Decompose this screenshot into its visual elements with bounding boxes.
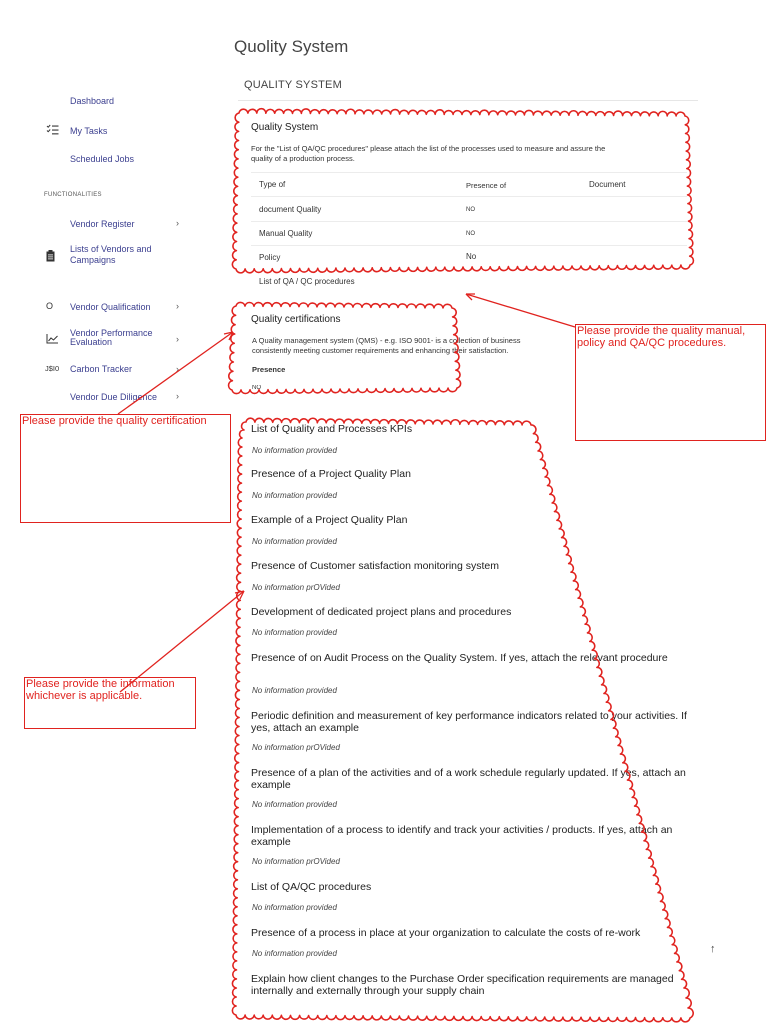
kpi-answer: No information provided (252, 903, 337, 912)
sidebar-item-scheduled-jobs[interactable]: Scheduled Jobs (70, 154, 135, 164)
kpi-question: Presence of on Audit Process on the Quality System. If yes, attach the relevant procedure (251, 652, 668, 664)
certification-note: Please provide the quality certification (20, 414, 231, 523)
table-header-document: Document (589, 180, 626, 189)
kpi-question: Presence of a Project Quality Plan (251, 468, 411, 480)
kpi-question: Example of a Project Quality Plan (251, 514, 408, 526)
kpi-question: Implementation of a process to identify and track your activities / products. If yes, attach an example (251, 824, 673, 848)
arrow-line-quality-manual (466, 294, 575, 327)
kpi-answer: No information provided (252, 628, 337, 637)
chevron-right-icon[interactable]: › (176, 218, 179, 228)
certifications-title: Quality certifications (251, 314, 341, 325)
arrow-line-certification (118, 332, 233, 414)
chevron-right-icon[interactable]: › (176, 364, 179, 374)
table-row-presence: NO (466, 231, 475, 237)
sidebar-item-my-tasks[interactable]: My Tasks (70, 126, 108, 136)
circle-icon: O (46, 301, 54, 311)
table-row-type: Policy (259, 253, 281, 262)
carbon-icon: J$I0 (45, 364, 60, 373)
kpi-answer: No information provided (252, 949, 337, 958)
kpi-question: Presence of a process in place at your organization to calculate the costs of re-work (251, 927, 641, 939)
table-row-presence: NO (466, 207, 475, 213)
quality-system-description-line1: For the "List of QA/QC procedures" please attach the list of the processes used to measure and assure the (251, 144, 606, 153)
kpi-question: Periodic definition and measurement of key performance indicators related to your activities. If yes, attach an example (251, 710, 687, 734)
kpi-question: Presence of Customer satisfaction monitoring system (251, 560, 500, 572)
certifications-description-line1: A Quality management system (QMS) - e.g. ISO 9001- is a collection of business (252, 336, 521, 345)
certifications-description-line2: consistently meeting customer requirements and enhancing their satisfaction. (252, 346, 509, 355)
table-row-type: document Quality (259, 205, 322, 214)
kpi-question: Development of dedicated project plans and procedures (251, 606, 512, 618)
section-heading: QUALITY SYSTEM (244, 79, 342, 91)
functionalities-label: FUNCTIONALITIES (44, 192, 102, 198)
quality-manual-note: Please provide the quality manual, policy and QA/QC procedures. (575, 324, 766, 441)
sidebar-item-vendor-performance-line2: Evaluation (70, 337, 113, 347)
sidebar-item-carbon-tracker[interactable]: Carbon Tracker (70, 364, 133, 374)
table-row-type: Manual Quality (259, 229, 313, 238)
table-header-type: Type of (259, 180, 286, 189)
presence-value: NO (252, 385, 261, 391)
chevron-right-icon[interactable]: › (176, 334, 179, 344)
kpi-answer: No information provided (252, 537, 337, 546)
kpi-question: List of QA/QC procedures (251, 881, 372, 893)
quality-system-title: Quality System (251, 122, 319, 133)
sidebar-item-list-vendors-line2: Campaigns (70, 255, 116, 265)
quality-system-description-line2: quality of a production process. (251, 154, 355, 163)
chevron-right-icon[interactable]: › (176, 301, 179, 311)
certifications-outline (229, 302, 461, 393)
quality-system-outline (232, 109, 693, 273)
sidebar-item-vendor-qualification[interactable]: Vendor Qualification (70, 302, 151, 312)
kpi-list-outline (232, 418, 693, 1022)
kpi-answer: No information provided (252, 446, 337, 455)
kpi-answer: No information provided (252, 800, 337, 809)
qa-qc-procedures-label: List of QA / QC procedures (259, 277, 355, 286)
kpi-question: Presence of a plan of the activities and of a work schedule regularly updated. If yes, attach an example (251, 767, 686, 791)
chevron-right-icon[interactable]: › (176, 391, 179, 401)
table-row-presence: No (466, 252, 477, 261)
kpi-answer: No information prOVided (252, 857, 340, 866)
information-note: Please provide the information whichever is applicable. (24, 677, 196, 729)
table-header-presence: Presence of (466, 181, 507, 190)
scroll-to-top-icon[interactable]: ↑ (710, 943, 716, 955)
kpi-answer: No information provided (252, 686, 337, 695)
page-title: Quolity System (234, 37, 349, 56)
sidebar-item-vendor-due-diligence[interactable]: Vendor Due Diligence (70, 392, 158, 402)
kpi-answer: No information prOVided (252, 583, 340, 592)
kpi-question: List of Quality and Processes KPIs (251, 423, 413, 435)
kpi-answer: No information provided (252, 491, 337, 500)
kpi-question: Explain how client changes to the Purchase Order specification requirements are managed internally and externally through your supply chain (251, 973, 674, 997)
sidebar-item-vendor-register[interactable]: Vendor Register (70, 219, 135, 229)
sidebar-item-vendor-performance-line1: Vendor Performance (70, 328, 153, 338)
presence-label: Presence (252, 365, 286, 374)
sidebar-item-dashboard[interactable]: Dashboard (70, 96, 115, 106)
kpi-answer: No information prOVided (252, 743, 340, 752)
sidebar-item-list-vendors-line1: Lists of Vendors and (70, 244, 152, 254)
